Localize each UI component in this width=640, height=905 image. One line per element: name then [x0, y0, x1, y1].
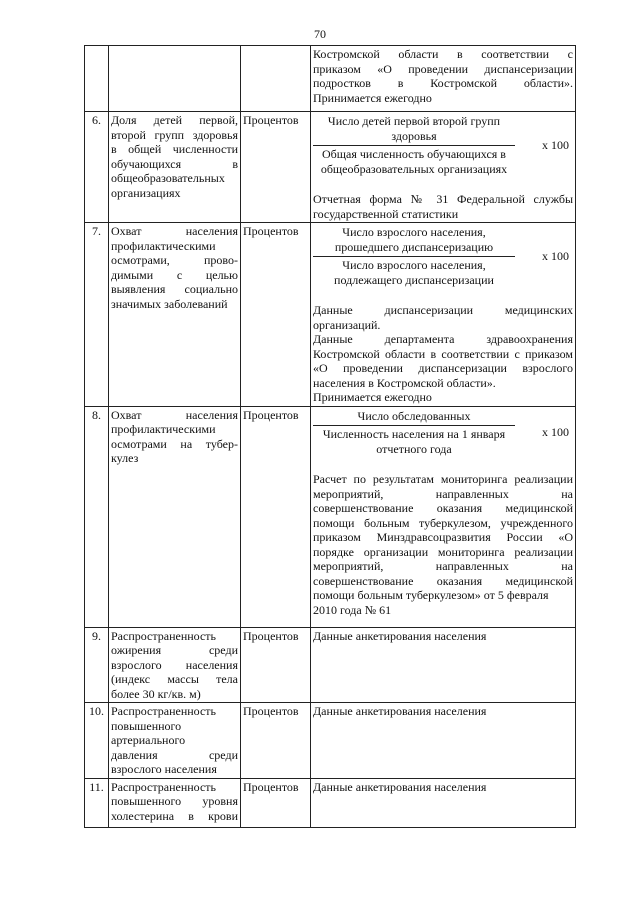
calculation-method: [311, 112, 576, 223]
cell-name: [109, 46, 241, 112]
formula-multiplier: х 100: [542, 425, 569, 439]
page-number: 70: [314, 27, 326, 41]
indicator-name: [109, 406, 241, 627]
name-line: значимых заболеваний: [111, 296, 228, 311]
data-source: Данные анкетирования населения: [311, 703, 576, 779]
table-row-6: [85, 112, 576, 223]
formula-numerator: Число взрослого населения, прошедшего диспансеризацию: [334, 225, 494, 254]
data-source-last: 2010 года № 61: [313, 602, 392, 617]
method-line: подростков в Костромской области».: [313, 76, 573, 90]
calculation-method: [311, 406, 576, 627]
table-row-11: [85, 778, 576, 827]
indicator-name: [109, 627, 241, 703]
cell-unit: [241, 46, 311, 112]
table-row-9: [85, 627, 576, 703]
name-line: профилактическими: [111, 422, 216, 436]
row-number: 8.: [85, 406, 109, 627]
name-line: осмотрами на тубер-: [111, 436, 238, 451]
name-line: димыми с целью: [111, 267, 238, 282]
name-line: профилактическими: [111, 238, 216, 253]
indicator-name: [109, 703, 241, 779]
fraction-bar: [313, 145, 515, 146]
name-line: общеобразовательных организациях: [111, 171, 225, 200]
data-source: Данные диспансеризации медицинских организаций.: [313, 303, 573, 332]
name-line: более 30 кг/кв. м): [111, 686, 201, 701]
formula: [313, 114, 573, 176]
indicator-name: [109, 778, 241, 827]
cell-num: [85, 46, 109, 112]
method-line: Принимается ежегодно: [313, 90, 432, 105]
row-number: 6.: [85, 112, 109, 223]
name-line: ожирения среди: [111, 643, 238, 657]
formula-multiplier: х 100: [542, 137, 569, 152]
unit: Процентов: [241, 223, 311, 407]
data-source: Данные анкетирования населения: [311, 778, 576, 827]
name-line: Распространенность: [111, 779, 217, 794]
unit: Процентов: [241, 778, 311, 827]
name-line: взрослого населения: [111, 657, 238, 672]
method-line: Костромской области в соответствии с: [313, 47, 573, 61]
unit: Процентов: [241, 112, 311, 223]
name-line: в общей численности: [111, 142, 238, 156]
row-number: 9.: [85, 627, 109, 703]
name-line: кулез: [111, 451, 139, 465]
fraction-bar: [313, 425, 515, 426]
name-line: Доля детей первой,: [111, 113, 238, 127]
name-line: осмотрами, прово-: [111, 253, 238, 267]
name-line: выявления социально: [111, 282, 238, 296]
indicator-name: [109, 112, 241, 223]
unit: Процентов: [241, 406, 311, 627]
table-row-7: [85, 223, 576, 407]
name-line: холестерина в крови: [111, 808, 238, 823]
row-number: 10.: [85, 703, 109, 779]
data-source: Данные анкетирования населения: [311, 627, 576, 703]
row-number: 11.: [85, 778, 109, 827]
method-line: приказом «О проведении диспансеризации: [313, 61, 573, 76]
name-line: Охват населения: [111, 407, 238, 422]
table-row-continuation: [85, 46, 576, 112]
name-line: повышенного артериального: [111, 718, 186, 747]
name-line: Распространенность: [111, 704, 217, 718]
fraction-bar: [313, 256, 515, 257]
data-source-3: Принимается ежегодно: [313, 390, 432, 404]
formula: [313, 409, 573, 457]
name-line: (индекс массы тела: [111, 672, 238, 686]
name-line: Распространенность: [111, 628, 217, 643]
name-line: второй групп здоровья: [111, 127, 238, 142]
formula-multiplier: х 100: [542, 248, 569, 263]
data-source: Расчет по результатам мониторинга реализации мероприятий, направленных на совершенствование оказания медицинской помощи больным туберкулезом, учрежденного приказом Минздравсоцразвития России «О порядке организации мониторинга реализации мероприятий, направленных на совершенствование оказания медицинской помощи больным туберкулезом» от 5 февраля: [313, 472, 573, 602]
indicator-name: [109, 223, 241, 407]
unit: Процентов: [241, 627, 311, 703]
formula-numerator: Число обследованных: [357, 408, 471, 423]
formula-numerator: Число детей первой второй групп здоровья: [327, 114, 501, 143]
name-line: взрослого населения: [111, 762, 217, 776]
calculation-method: [311, 223, 576, 407]
indicators-table: [84, 45, 576, 828]
formula-denominator: Число взрослого населения, подлежащего диспансеризации: [334, 258, 494, 287]
formula: [313, 225, 573, 287]
table-row-8: [85, 406, 576, 627]
formula-denominator: Численность населения на 1 января отчетного года: [322, 427, 506, 456]
table-row-10: [85, 703, 576, 779]
row-number: 7.: [85, 223, 109, 407]
name-line: давления среди: [111, 747, 238, 762]
name-line: Охват населения: [111, 224, 238, 238]
data-source-2: Данные департамента здравоохранения Костромской области в соответствии с приказом «О проведении диспансеризации взрослого населения в Костромской области».: [313, 332, 573, 390]
cell-method: [311, 46, 576, 112]
formula-denominator: Общая численность обучающихся в общеобразовательных организациях: [320, 147, 508, 176]
data-source: Отчетная форма № 31 Федеральной службы государственной статистики: [313, 192, 573, 221]
name-line: обучающихся в: [111, 156, 238, 171]
name-line: повышенного уровня: [111, 794, 238, 808]
unit: Процентов: [241, 703, 311, 779]
